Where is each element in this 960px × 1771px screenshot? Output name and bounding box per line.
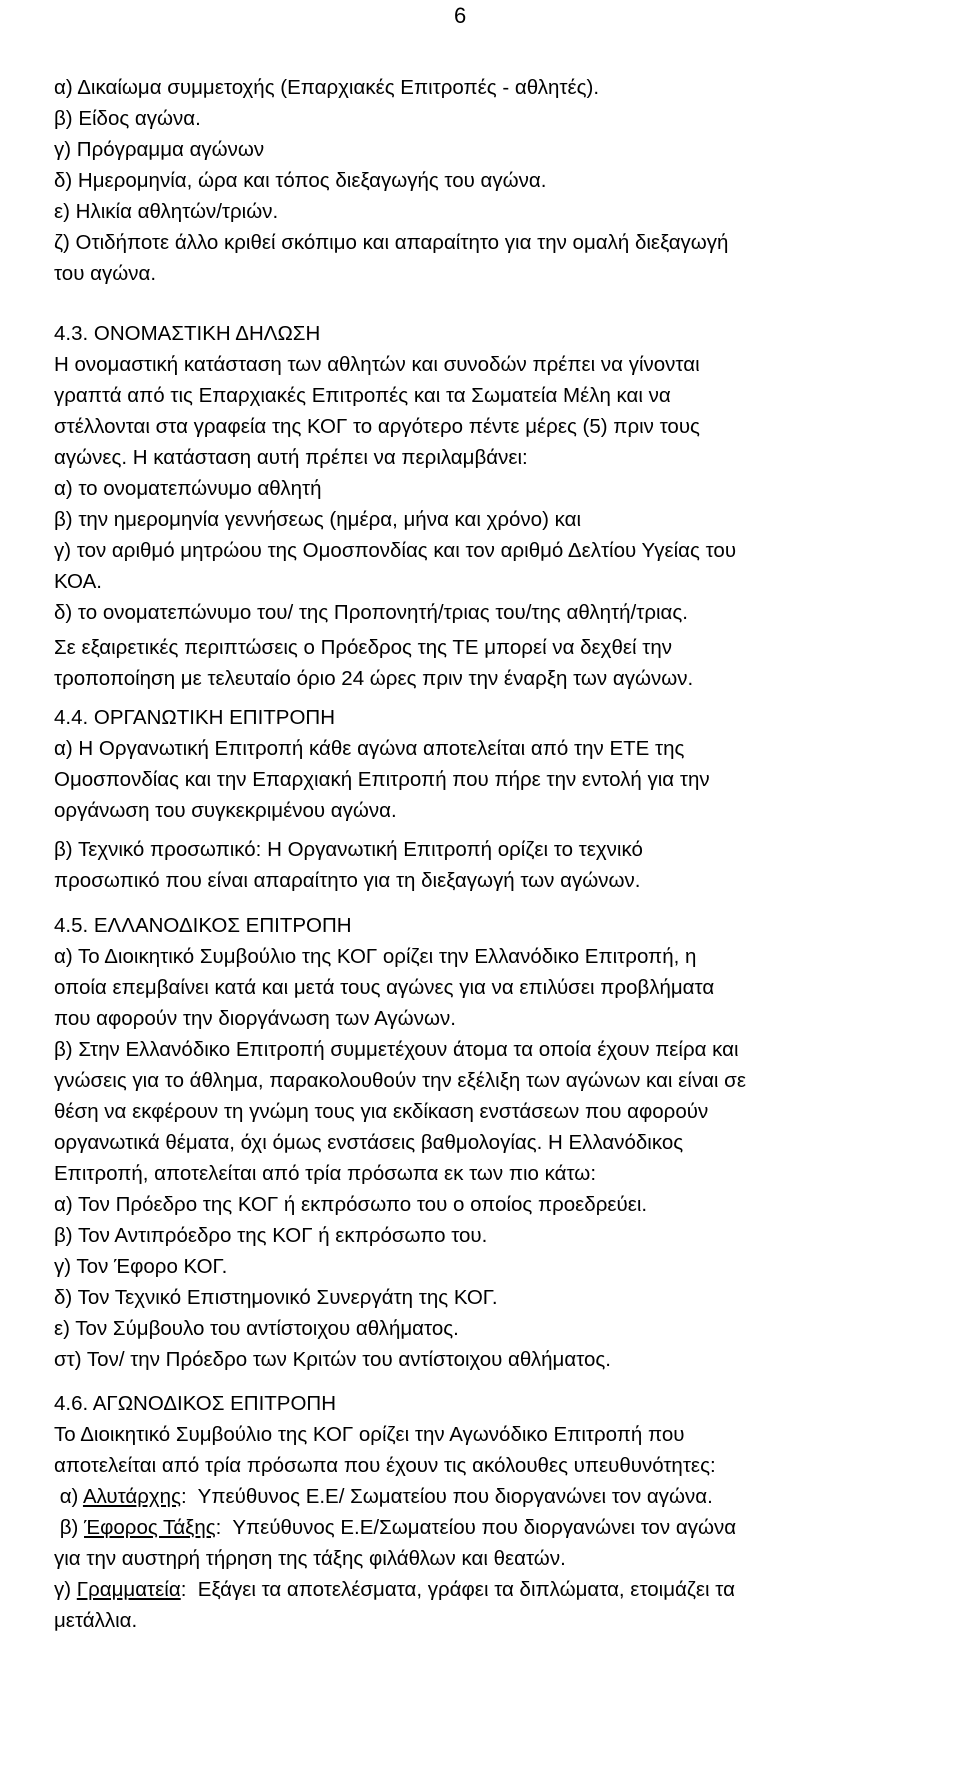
paragraph-line: Σε εξαιρετικές περιπτώσεις ο Πρόεδρος της ΤΕ μπορεί να δεχθεί την xyxy=(54,636,672,659)
paragraph-line: για την αυστηρή τήρηση της τάξης φιλάθλων και θεατών. xyxy=(54,1547,566,1570)
paragraph-line: γνώσεις για το άθλημα, παρακολουθούν την εξέλιξη των αγώνων και είναι σε xyxy=(54,1069,746,1092)
paragraph-line: μετάλλια. xyxy=(54,1609,138,1632)
paragraph-line: α) Το Διοικητικό Συμβούλιο της ΚΟΓ ορίζει την Ελλανόδικο Επιτροπή, η xyxy=(54,945,697,968)
paragraph-line: Το Διοικητικό Συμβούλιο της ΚΟΓ ορίζει την Αγωνόδικο Επιτροπή που xyxy=(54,1423,685,1446)
paragraph-line: Η ονομαστική κατάσταση των αθλητών και συνοδών πρέπει να γίνονται xyxy=(54,353,700,376)
list-item: ε) Ηλικία αθλητών/τριών. xyxy=(54,200,279,223)
item-text: : Εξάγει τα αποτελέσματα, γράφει τα διπλώματα, ετοιμάζει τα xyxy=(180,1578,735,1601)
section-heading: 4.3. ΟΝΟΜΑΣΤΙΚΗ ΔΗΛΩΣΗ xyxy=(54,322,321,345)
paragraph-line: β) Στην Ελλανόδικο Επιτροπή συμμετέχουν άτομα τα οποία έχουν πείρα και xyxy=(54,1038,739,1061)
section-4-5 xyxy=(54,910,746,1375)
section-heading: 4.5. ΕΛΛΑΝΟΔΙΚΟΣ ΕΠΙΤΡΟΠΗ xyxy=(54,914,352,937)
paragraph-line: δ) το ονοματεπώνυμο του/ της Προπονητή/τριας του/της αθλητή/τριας. xyxy=(54,601,688,624)
paragraph-line: τροποποίηση με τελευταίο όριο 24 ώρες πριν την έναρξη των αγώνων. xyxy=(54,667,694,690)
duty-item-eforos xyxy=(54,1512,736,1543)
section-4-3-note xyxy=(54,632,693,694)
paragraph-line: οργάνωση του συγκεκριμένου αγώνα. xyxy=(54,799,397,822)
paragraph-line: β) Τον Αντιπρόεδρο της ΚΟΓ ή εκπρόσωπο του. xyxy=(54,1224,488,1247)
paragraph-line: α) Τον Πρόεδρο της ΚΟΓ ή εκπρόσωπο του ο οποίος προεδρεύει. xyxy=(54,1193,648,1216)
term-alytarchis: Αλυτάρχης xyxy=(82,1485,181,1508)
term-eforos-taxis: Έφορος Τάξης xyxy=(84,1516,216,1539)
item-prefix: γ) xyxy=(54,1578,77,1601)
item-text: : Υπεύθυνος Ε.Ε/Σωματείου που διοργανώνει τον αγώνα xyxy=(215,1516,737,1539)
item-text: : Υπεύθυνος Ε.Ε/ Σωματείου που διοργανώνει τον αγώνα. xyxy=(180,1485,713,1508)
paragraph-line: αποτελείται από τρία πρόσωπα που έχουν τις ακόλουθες υπευθυνότητες: xyxy=(54,1454,716,1477)
section-4-6 xyxy=(54,1388,736,1636)
paragraph-line: δ) Τον Τεχνικό Επιστημονικό Συνεργάτη της ΚΟΓ. xyxy=(54,1286,498,1309)
paragraph-line: β) Τεχνικό προσωπικό: Η Οργανωτική Επιτροπή ορίζει το τεχνικό xyxy=(54,838,643,861)
paragraph-line: στέλλονται στα γραφεία της ΚΟΓ το αργότερο πέντε μέρες (5) πριν τους xyxy=(54,415,700,438)
paragraph-line: στ) Τον/ την Πρόεδρο των Κριτών του αντίστοιχου αθλήματος. xyxy=(54,1348,612,1371)
paragraph-line: οργανωτικά θέματα, όχι όμως ενστάσεις βαθμολογίας. Η Ελλανόδικος xyxy=(54,1131,684,1154)
list-item: γ) Πρόγραμμα αγώνων xyxy=(54,138,265,161)
duty-item-alytarchis xyxy=(54,1481,736,1512)
paragraph-line: α) Η Οργανωτική Επιτροπή κάθε αγώνα αποτελείται από την ΕΤΕ της xyxy=(54,737,685,760)
list-item: α) Δικαίωμα συμμετοχής (Επαρχιακές Επιτροπές - αθλητές). xyxy=(54,76,600,99)
paragraph-line: θέση να εκφέρουν τη γνώμη τους για εκδίκαση ενστάσεων που αφορούν xyxy=(54,1100,709,1123)
paragraph-line: αγώνες. Η κατάσταση αυτή πρέπει να περιλαμβάνει: xyxy=(54,446,528,469)
list-item: ζ) Οτιδήποτε άλλο κριθεί σκόπιμο και απαραίτητο για την ομαλή διεξαγωγή xyxy=(54,231,729,254)
page-number: 6 xyxy=(454,3,467,28)
paragraph-line: ε) Τον Σύμβουλο του αντίστοιχου αθλήματος. xyxy=(54,1317,459,1340)
paragraph-line: γ) Τον Έφορο ΚΟΓ. xyxy=(54,1255,228,1278)
section-4-4-b xyxy=(54,834,643,896)
list-item: του αγώνα. xyxy=(54,262,157,285)
paragraph-line: προσωπικό που είναι απαραίτητο για τη διεξαγωγή των αγώνων. xyxy=(54,869,641,892)
section-4-4 xyxy=(54,702,710,826)
paragraph-line: β) την ημερομηνία γεννήσεως (ημέρα, μήνα και χρόνο) και xyxy=(54,508,581,531)
top-list xyxy=(54,72,728,289)
paragraph-line: γ) τον αριθμό μητρώου της Ομοσπονδίας και τον αριθμό Δελτίου Υγείας του xyxy=(54,539,737,562)
paragraph-line: που αφορούν την διοργάνωση των Αγώνων. xyxy=(54,1007,456,1030)
section-heading: 4.6. ΑΓΩΝΟΔΙΚΟΣ ΕΠΙΤΡΟΠΗ xyxy=(54,1392,337,1415)
section-heading: 4.4. ΟΡΓΑΝΩΤΙΚΗ ΕΠΙΤΡΟΠΗ xyxy=(54,706,336,729)
paragraph-line: οποία επεμβαίνει κατά και μετά τους αγώνες για να επιλύσει προβλήματα xyxy=(54,976,715,999)
item-prefix: α) xyxy=(54,1485,83,1508)
list-item: β) Είδος αγώνα. xyxy=(54,107,201,130)
section-4-3 xyxy=(54,318,736,628)
paragraph-line: α) το ονοματεπώνυμο αθλητή xyxy=(54,477,322,500)
term-grammateia: Γραμματεία xyxy=(76,1578,181,1601)
list-item: δ) Ημερομηνία, ώρα και τόπος διεξαγωγής του αγώνα. xyxy=(54,169,547,192)
duty-item-grammateia xyxy=(54,1574,736,1605)
paragraph-line: Ομοσπονδίας και την Επαρχιακή Επιτροπή που πήρε την εντολή για την xyxy=(54,768,710,791)
paragraph-line: Επιτροπή, αποτελείται από τρία πρόσωπα εκ των πιο κάτω: xyxy=(54,1162,597,1185)
paragraph-line: γραπτά από τις Επαρχιακές Επιτροπές και τα Σωματεία Μέλη και να xyxy=(54,384,671,407)
paragraph-line: ΚΟΑ. xyxy=(54,570,102,593)
item-prefix: β) xyxy=(54,1516,85,1539)
